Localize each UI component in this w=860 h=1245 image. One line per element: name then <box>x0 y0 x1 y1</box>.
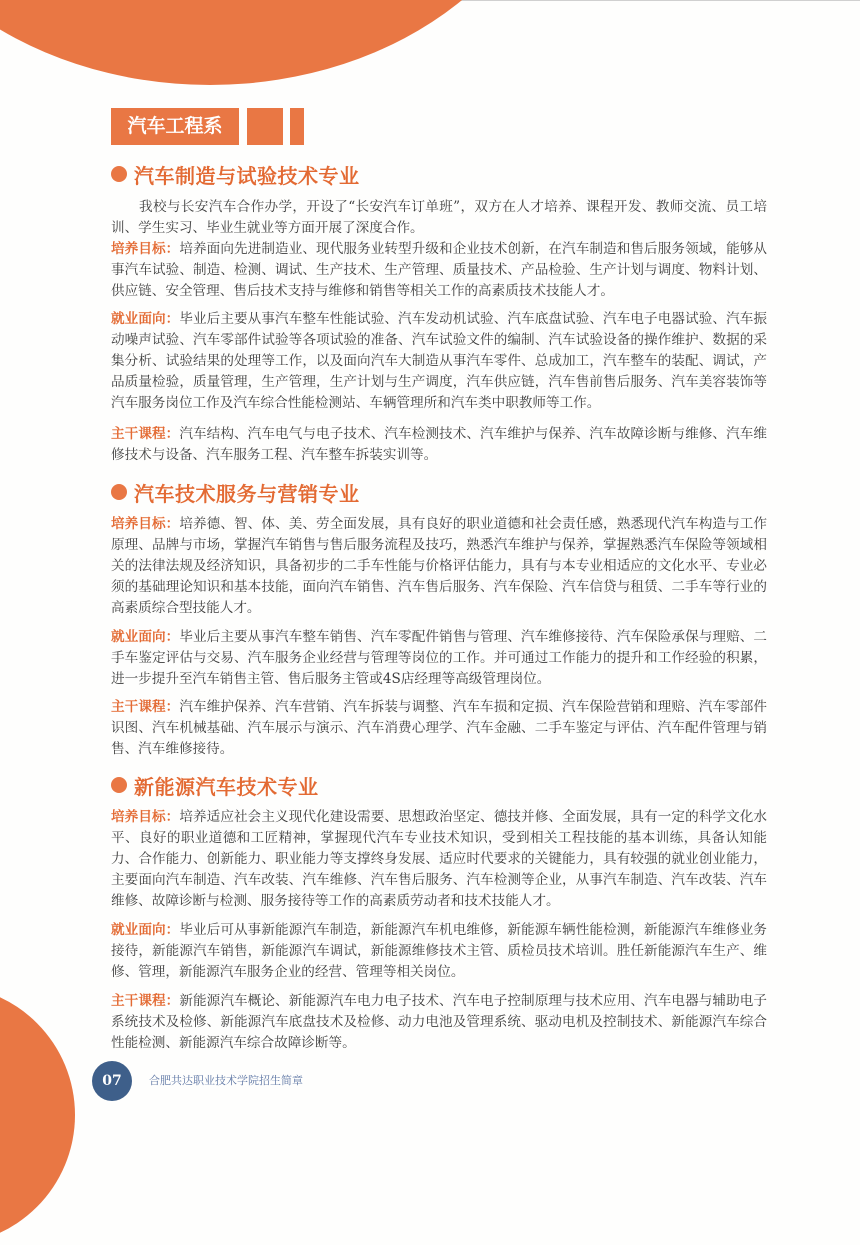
training-goal: 培养目标：培养面向先进制造业、现代服务业转型升级和企业技术创新，在汽车制造和售后服务领域，能够从事汽车试验、制造、检测、调试、生产技术、生产管理、质量技术、产品检验、生产计划与调度、物料计划、供应链、安全管理、售后技术支持与维修和销售等相关工作的高素质技术技能人才。 <box>111 241 767 299</box>
section-label: 培养目标： <box>111 516 180 532</box>
section-label: 就业面向： <box>111 629 180 645</box>
footer-title: 合肥共达职业技术学院招生简章 <box>149 1074 303 1087</box>
major-title-text: 汽车技术服务与营销专业 <box>134 481 360 506</box>
department-title: 汽车工程系 <box>111 108 239 145</box>
page-number-badge: 07 <box>92 1061 132 1101</box>
decorative-circle-bottom <box>0 985 75 1245</box>
major-intro: 我校与长安汽车合作办学，开设了“长安汽车订单班”，双方在人才培养、课程开发、教师交流、员工培训、学生实习、毕业生就业等方面开展了深度合作。 <box>111 199 767 236</box>
employment-direction: 就业面向：毕业后主要从事汽车整车性能试验、汽车发动机试验、汽车底盘试验、汽车电子电器试验、汽车振动噪声试验、汽车零部件试验等各项试验的准备、汽车试验文件的编制、汽车试验设备的操作维护、数据的采集分析、试验结果的处理等工作，以及面向汽车大制造从事汽车零件、总成加工，汽车整车的装配、调试，产品质量检验，质量管理，生产管理，生产计划与生产调度，汽车供应链，汽车售前售后服务、汽车美容装饰等汽车服务岗位工作及汽车综合性能检测站、车辆管理所和汽车类中职教师等工作。 <box>111 311 767 411</box>
major-title <box>111 161 360 187</box>
major-title <box>111 479 360 505</box>
bullet-dot-icon <box>111 484 127 500</box>
core-courses: 主干课程：汽车维护保养、汽车营销、汽车拆装与调整、汽车车损和定损、汽车保险营销和理赔、汽车零部件识图、汽车机械基础、汽车展示与演示、汽车消费心理学、汽车金融、二手车鉴定与评估、汽车配件管理与销售、汽车维修接待。 <box>111 699 767 757</box>
core-courses: 主干课程：汽车结构、汽车电气与电子技术、汽车检测技术、汽车维护与保养、汽车故障诊断与维修、汽车维修技术与设备、汽车服务工程、汽车整车拆装实训等。 <box>111 426 767 463</box>
major-title-text: 新能源汽车技术专业 <box>134 774 319 799</box>
employment-direction: 就业面向：毕业后主要从事汽车整车销售、汽车零配件销售与管理、汽车维修接待、汽车保险承保与理赔、二手车鉴定评估与交易、汽车服务企业经营与管理等岗位的工作。并可通过工作能力的提升和工作经验的积累，进一步提升至汽车销售主管、售后服务主管或4S店经理等高级管理岗位。 <box>111 629 767 687</box>
section-label: 主干课程： <box>111 993 180 1009</box>
decorative-block <box>290 108 304 145</box>
section-label: 主干课程： <box>111 699 180 715</box>
training-goal: 培养目标：培养德、智、体、美、劳全面发展，具有良好的职业道德和社会责任感，熟悉现代汽车构造与工作原理、品牌与市场，掌握汽车销售与售后服务流程及技巧，熟悉汽车维护与保养，掌握熟悉汽车保险等领域相关的法律法规及经济知识，具备初步的二手车性能与价格评估能力，具有与本专业相适应的文化水平、专业必须的基础理论知识和基本技能，面向汽车销售、汽车售后服务、汽车保险、汽车信贷与租赁、二手车等行业的高素质综合型技能人才。 <box>111 516 767 616</box>
core-courses: 主干课程：新能源汽车概论、新能源汽车电力电子技术、汽车电子控制原理与技术应用、汽车电器与辅助电子系统技术及检修、新能源汽车底盘技术及检修、动力电池及管理系统、驱动电机及控制技术、新能源汽车综合性能检测、新能源汽车综合故障诊断等。 <box>111 993 767 1051</box>
employment-direction: 就业面向：毕业后可从事新能源汽车制造，新能源汽车机电维修，新能源车辆性能检测，新能源汽车维修业务接待，新能源汽车销售，新能源汽车调试，新能源维修技术主管、质检员技术培训。胜任新能源汽车生产、维修、管理，新能源汽车服务企业的经营、管理等相关岗位。 <box>111 922 767 980</box>
bullet-dot-icon <box>111 166 127 182</box>
decorative-block <box>247 108 283 145</box>
section-label: 培养目标： <box>111 241 180 257</box>
major-title <box>111 772 319 798</box>
decorative-circle-top <box>0 0 560 85</box>
section-label: 主干课程： <box>111 426 180 442</box>
major-title-text: 汽车制造与试验技术专业 <box>134 163 360 188</box>
training-goal: 培养目标：培养适应社会主义现代化建设需要、思想政治坚定、德技并修、全面发展，具有一定的科学文化水平、良好的职业道德和工匠精神，掌握现代汽车专业技术知识，受到相关工程技能的基本训练，具备认知能力、合作能力、创新能力、职业能力等支撑终身发展、适应时代要求的关键能力，具有较强的就业创业能力，主要面向汽车制造、汽车改装、汽车维修、汽车售后服务、汽车检测等企业，从事汽车制造、汽车改装、汽车维修、故障诊断与检测、服务接待等工作的高素质劳动者和技术技能人才。 <box>111 809 767 909</box>
bullet-dot-icon <box>111 777 127 793</box>
section-label: 就业面向： <box>111 922 180 938</box>
section-label: 就业面向： <box>111 311 180 327</box>
section-label: 培养目标： <box>111 809 180 825</box>
